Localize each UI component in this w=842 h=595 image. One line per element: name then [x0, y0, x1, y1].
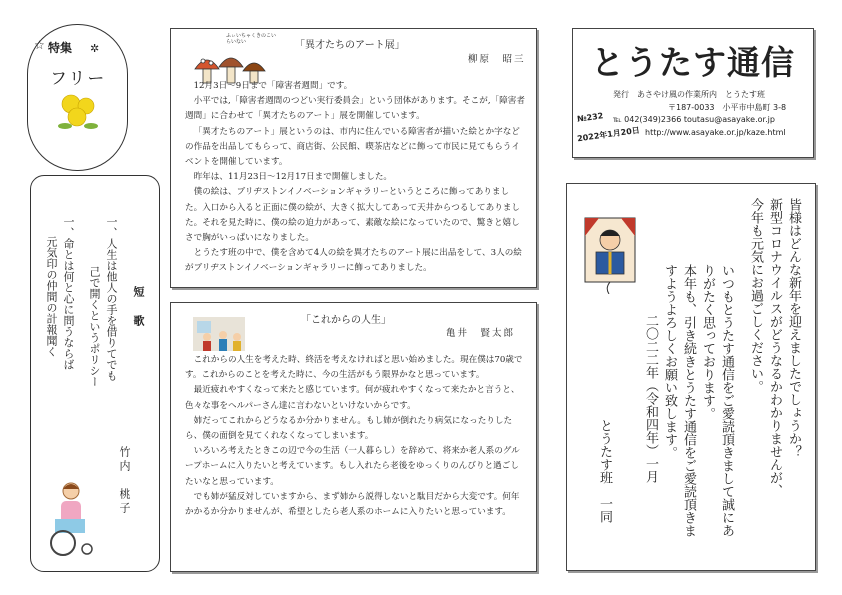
greeting-line: いつもとうたす通信をご愛読頂きまして誠にあ: [719, 264, 734, 537]
article2-author: 亀井 賢太郎: [446, 328, 516, 339]
kite-illustration: [581, 214, 639, 294]
tanka-box: [30, 175, 160, 572]
article-future-life: [170, 302, 537, 572]
issue-date: 2022年1月20日: [576, 125, 641, 144]
paragraph: 昨年は、11月23日～12月17日まで開催しました。: [193, 172, 393, 183]
greeting-line: すようよろしくお願い致します。: [662, 264, 677, 459]
star-icon: ☆: [34, 38, 45, 52]
newsletter-title: とうたす通信: [591, 43, 795, 82]
issue-number: №232: [576, 111, 604, 124]
tanka-poem1-line2: 己で開くというポリシー: [88, 266, 101, 387]
greeting-line: 皆様はどんな新年を迎えましたでしょうか？: [786, 198, 801, 458]
article1-body: [185, 79, 525, 277]
article1-author: 柳原 昭三: [468, 54, 526, 65]
greeting-line: 本年も、引き続きとうたす通信をご愛読頂きま: [681, 264, 696, 537]
new-year-greeting: [566, 183, 816, 571]
tanka-author: 竹内 桃子: [118, 446, 131, 516]
dandelion-icon: [57, 92, 99, 132]
article-art-exhibition: [170, 28, 537, 288]
feature-title: フリー: [50, 69, 107, 89]
feature-label: 特集: [48, 41, 73, 55]
paragraph: 12月3日～9日まで「障害者週間」です。: [193, 81, 353, 91]
paragraph: 僕の絵は、ブリヂストンイノベーションギャラリーというところに飾ってありました。入口から入ると正面に僕の絵が、大きく拡大してあって天井からつるしてありました。それを見た時に、僕の絵の迫力があって、素敵な絵になっていたので、驚きと嬉しさで胸がいっぱいになりました。: [185, 187, 520, 244]
sparkle-icon: ✲: [90, 42, 100, 55]
greeting-signature: とうたす班 一同: [597, 419, 612, 523]
article2-body: [185, 353, 525, 520]
website-url: http://www.asayake.or.jp/kaze.html: [645, 128, 786, 137]
paragraph: 姉だってこれからどうなるか分かりません。もし姉が倒れたり病気になったりしたら、僕の面倒を見てくれなくなってしまいます。: [185, 415, 513, 442]
paragraph: いろいろ考えたときこの辺で今の生活（一人暮らし）を辞めて、将来か老人系のグループホームに入りたいと考えています。もし入れたら老後をゆっくりのんびりと過ごしたいなと思っています。: [185, 446, 520, 487]
masthead: [572, 28, 814, 158]
people-illustration: [193, 317, 245, 351]
phone-email: ℡ 042(349)2366 toutasu@asayake.or.jp: [613, 115, 775, 124]
postal-address: 〒187-0033 小平市中島町 3-8: [668, 103, 787, 112]
tanka-heading: 短歌: [132, 286, 145, 344]
publisher-info: 発行 あさやけ風の作業所内 とうたす班: [613, 90, 765, 99]
mushroom-caption: ふぃいちゃくきのこいらいない: [226, 33, 277, 45]
paragraph: とうたす班の中で、僕を含めて4人の絵を異才たちのアート展に出品をして、3人の絵がブリヂストンイノベーションギャラリーに飾ってありました。: [185, 248, 522, 274]
paragraph: 「異才たちのアート」展というのは、市内に住んでいる障害者が描いた絵とか字などの作品を出品してもらって、商店街、公民館、喫茶店などに飾って市民に見てもらうイベントを開催しています。: [185, 126, 520, 168]
tanka-poem2-line2: 元気印の仲間の計報聞く: [45, 236, 58, 357]
greeting-line: りがたく思っております。: [700, 264, 715, 420]
greeting-line: 新型コロナウイルスがどうなるかわかりませんが、: [767, 198, 782, 497]
greeting-date: 二〇二二年（令和四年）一月: [643, 314, 658, 483]
tanka-poem1-line1: 一、人生は他人の手を借りてでも: [105, 216, 118, 381]
article2-title: 「これからの人生」: [301, 315, 391, 326]
paragraph: 最近疲れやすくなって来たと感じています。何が疲れやすくなって来たかと言うと、色々な事をヘルパーさん達に言わないといけないからです。: [185, 385, 520, 411]
article1-title: 「異才たちのアート展」: [295, 40, 405, 51]
wheelchair-illustration: [41, 479, 101, 559]
paragraph: でも姉が猛反対していますから、まず姉から説得しないと駄目だから大変です。何年かかるか分かりませんが、希望としたら老人系のホームに入りたいと思っています。: [185, 491, 520, 518]
paragraph: 小平では,「障害者週間のつどい実行委員会」という団体があります。そこが,「障害者週間」に合わせて「異才たちのアート」展を開催しています。: [185, 96, 525, 122]
greeting-line: 今年も元気にお過ごしください。: [748, 198, 763, 393]
paragraph: これからの人生を考えた時、終活を考えなければと思い始めました。現在僕は70歳です。これからのことを考えた時に、今の生活がもう限界かなと思っています。: [185, 355, 523, 381]
tanka-poem2-line1: 一、命とは何と心に問うならば: [62, 216, 75, 370]
